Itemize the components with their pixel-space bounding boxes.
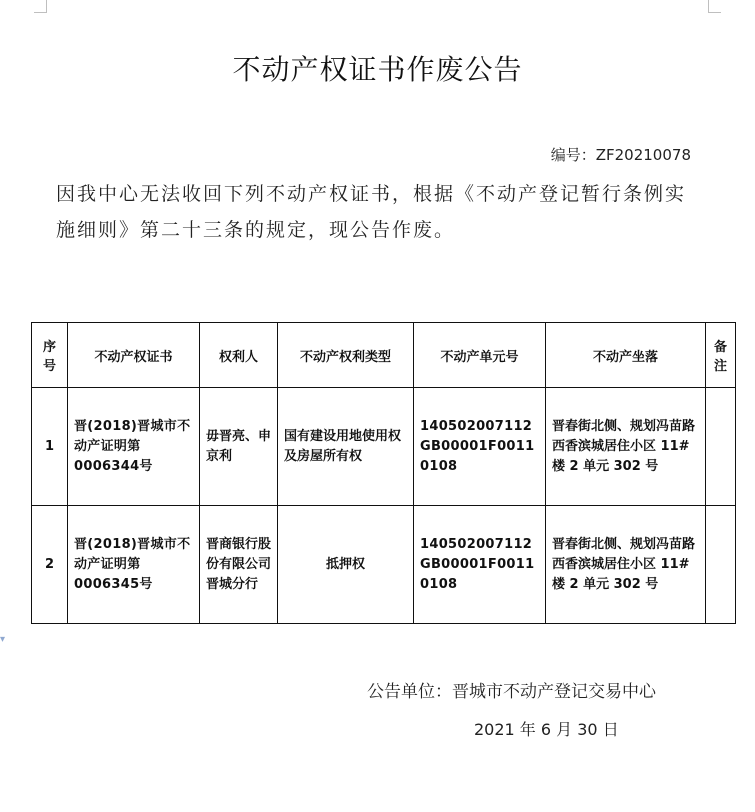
header-seq: 序号 bbox=[32, 323, 68, 388]
cell-location: 晋春街北侧、规划冯苗路西香滨城居住小区 11#楼 2 单元 302 号 bbox=[546, 506, 706, 624]
page-title: 不动产权证书作废公告 bbox=[232, 53, 523, 86]
table-row bbox=[32, 506, 736, 624]
header-unit: 不动产单元号 bbox=[414, 323, 546, 388]
cell-cert: 晋(2018)晋城市不动产证明第0006344号 bbox=[68, 388, 200, 506]
cell-seq: 2 bbox=[32, 506, 68, 624]
notice-date: 2021 年 6 月 30 日 bbox=[474, 720, 619, 739]
cell-unit: 140502007112GB00001F00110108 bbox=[414, 506, 546, 624]
cell-unit: 140502007112GB00001F00110108 bbox=[414, 388, 546, 506]
certificate-table bbox=[31, 322, 736, 624]
cell-holder: 晋商银行股份有限公司晋城分行 bbox=[200, 506, 278, 624]
header-cert: 不动产权证书 bbox=[68, 323, 200, 388]
cell-remark bbox=[706, 388, 736, 506]
cell-location: 晋春街北侧、规划冯苗路西香滨城居住小区 11#楼 2 单元 302 号 bbox=[546, 388, 706, 506]
cell-type: 抵押权 bbox=[278, 506, 414, 624]
table-row bbox=[32, 388, 736, 506]
page-corner-mark-right bbox=[708, 0, 721, 13]
side-marker-icon: ▾ bbox=[0, 634, 6, 645]
cell-seq: 1 bbox=[32, 388, 68, 506]
cell-type: 国有建设用地使用权及房屋所有权 bbox=[278, 388, 414, 506]
notice-intro: 因我中心无法收回下列不动产权证书，根据《不动产登记暂行条例实施细则》第二十三条的规定，现公告作废。 bbox=[56, 183, 687, 241]
cell-holder: 毋晋亮、申京利 bbox=[200, 388, 278, 506]
page-corner-mark-left bbox=[34, 0, 47, 13]
header-type: 不动产权利类型 bbox=[278, 323, 414, 388]
cell-remark bbox=[706, 506, 736, 624]
document-number: 编号：ZF20210078 bbox=[550, 146, 691, 164]
issuing-unit: 公告单位：晋城市不动产登记交易中心 bbox=[367, 682, 656, 702]
header-holder: 权利人 bbox=[200, 323, 278, 388]
header-location: 不动产坐落 bbox=[546, 323, 706, 388]
cell-cert: 晋(2018)晋城市不动产证明第0006345号 bbox=[68, 506, 200, 624]
table-header-row bbox=[32, 323, 736, 388]
header-remark: 备注 bbox=[706, 323, 736, 388]
